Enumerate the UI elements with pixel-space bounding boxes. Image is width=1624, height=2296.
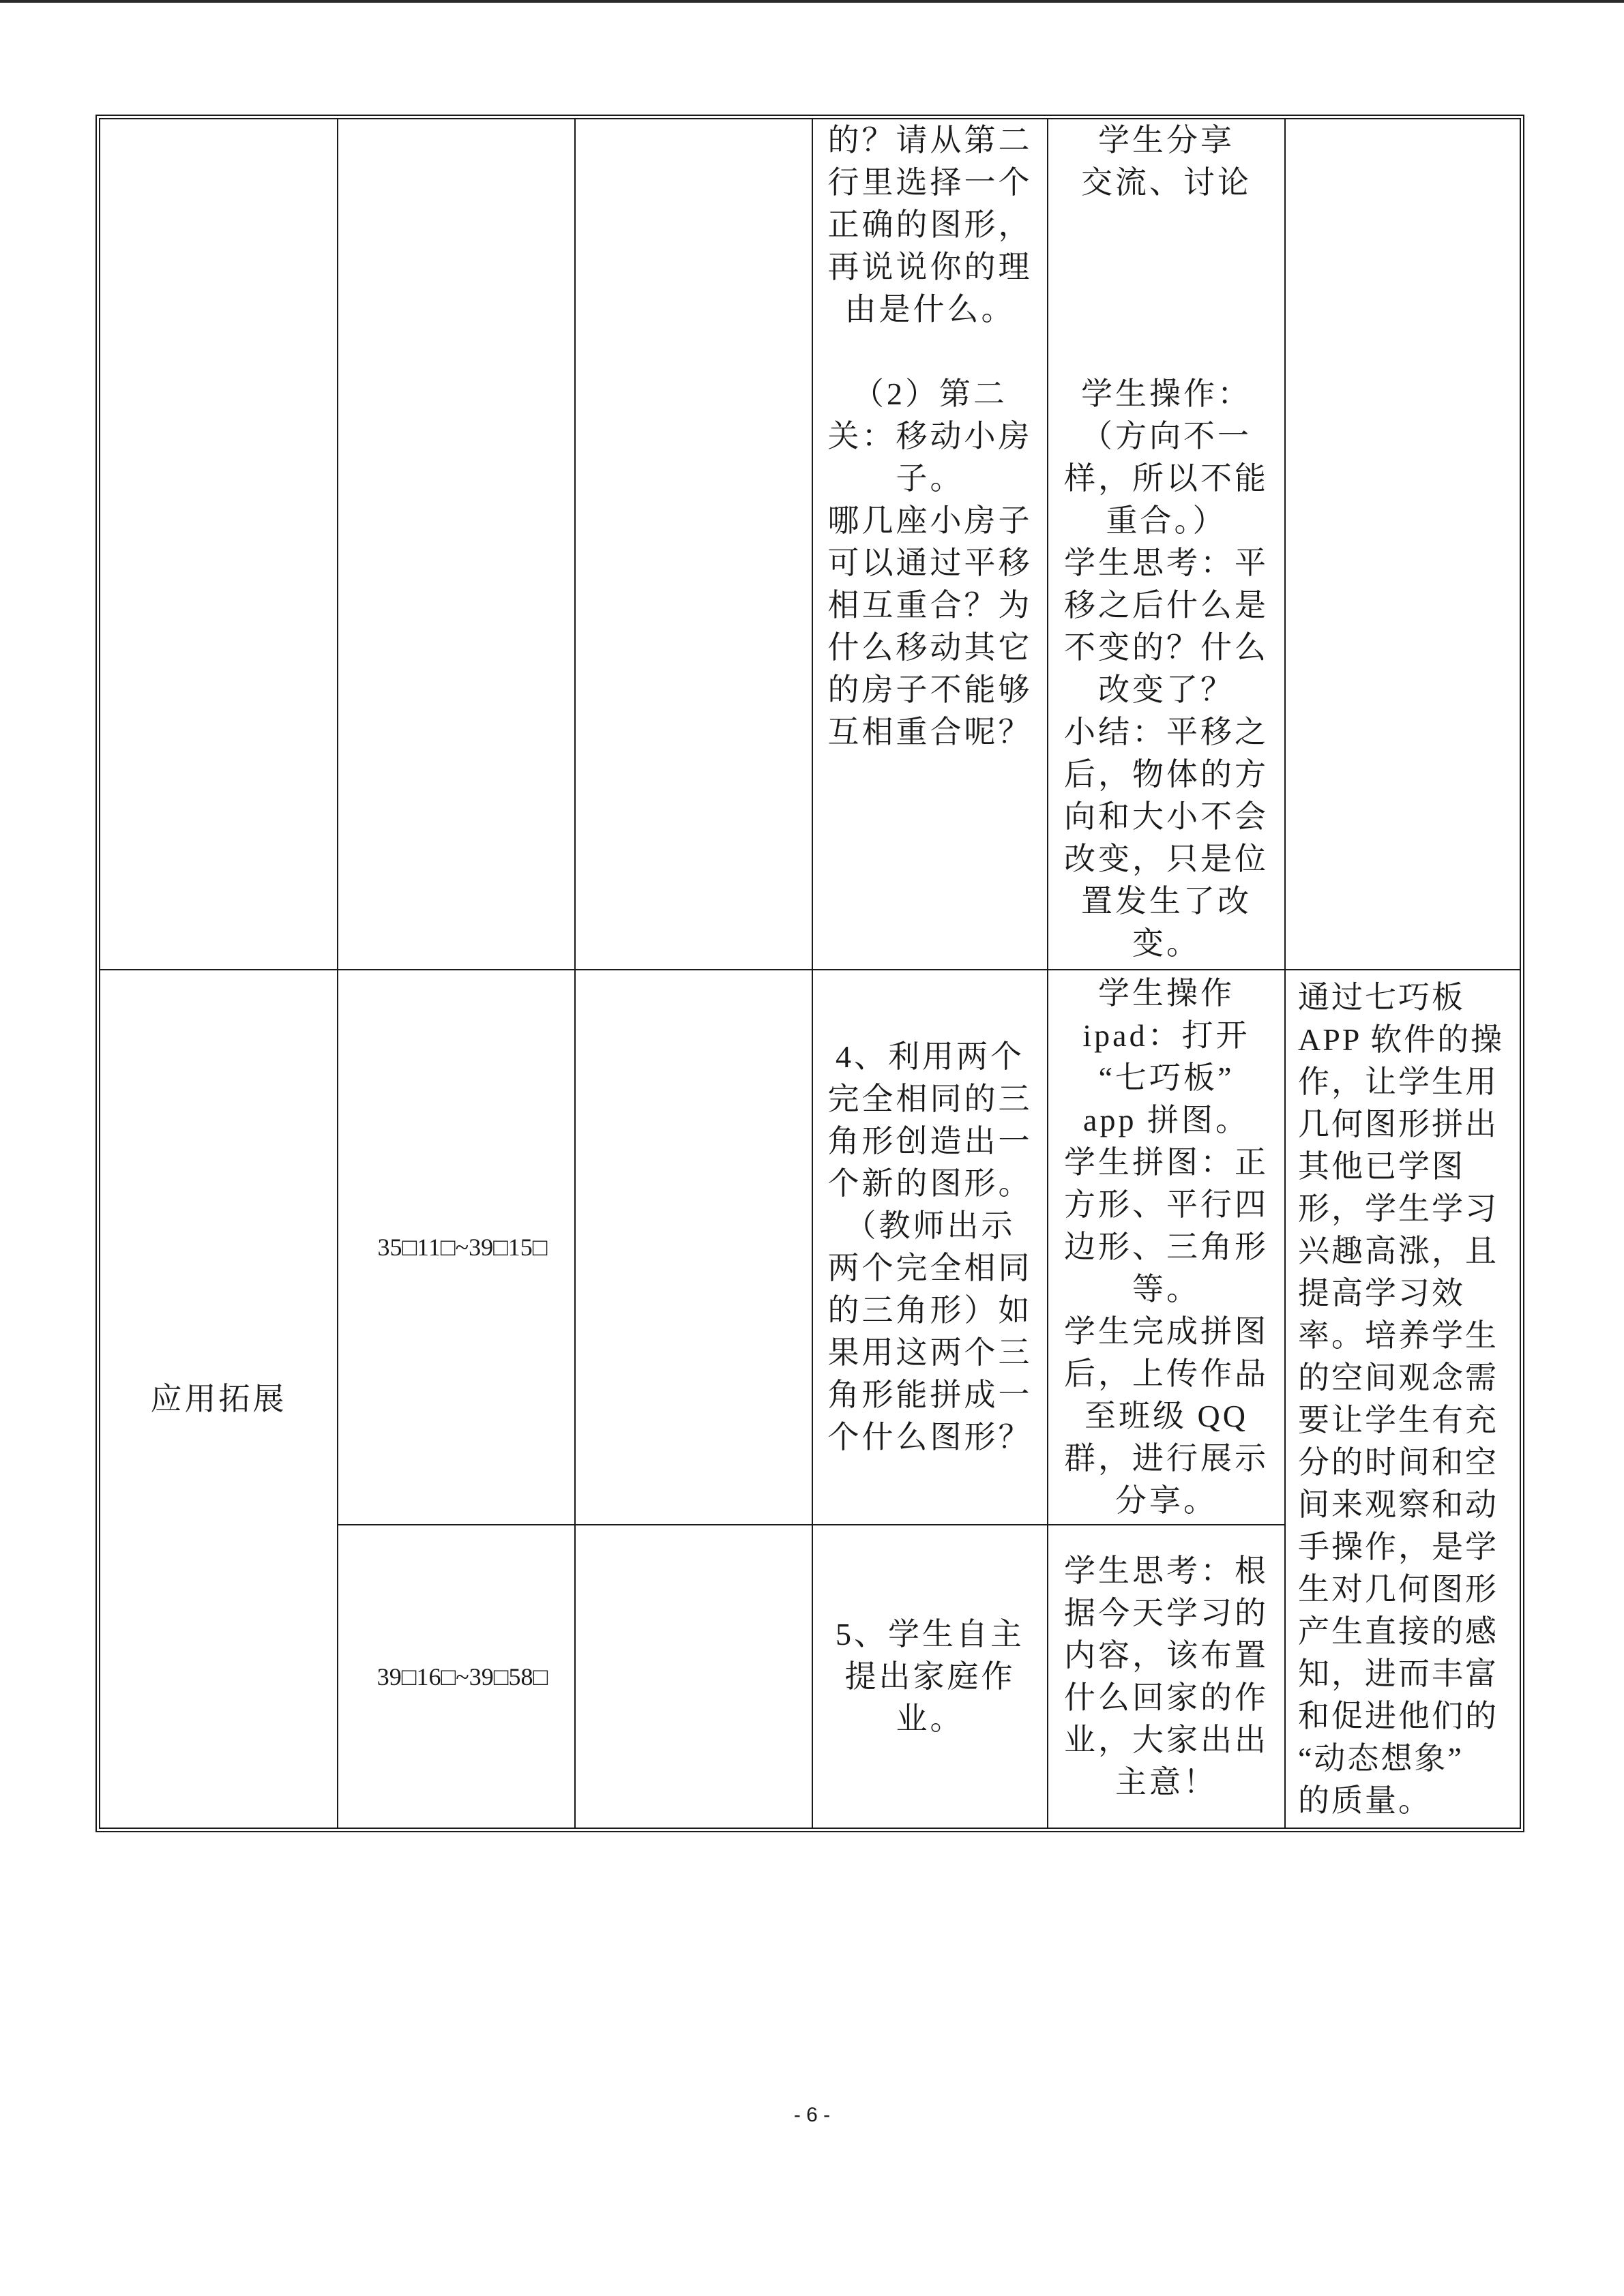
continued-student-activity-cell bbox=[1048, 119, 1286, 970]
step1-teacher-activity-cell bbox=[813, 970, 1048, 1525]
page-number: - 6 - bbox=[793, 2104, 831, 2126]
step1-student-activity-line: 后，上传作品 bbox=[1064, 1356, 1269, 1391]
teacher-activity-part2-line: 哪几座小房子 bbox=[827, 503, 1033, 538]
step1-teacher-activity-line: 完全相同的三 bbox=[827, 1082, 1033, 1116]
step1-teacher-activity-line: 个什么图形？ bbox=[827, 1420, 1033, 1455]
teacher-activity-part2-line: 互相重合呢？ bbox=[827, 715, 1033, 749]
teacher-activity-part2-line: 子。 bbox=[896, 461, 964, 496]
step1-teacher-activity-line: 果用这两个三 bbox=[827, 1335, 1033, 1370]
step1-empty-cell bbox=[576, 970, 813, 1525]
design-intent-text bbox=[1286, 976, 1520, 1822]
step1-student-activity bbox=[1048, 972, 1284, 1522]
step1-student-activity-line: ipad：打开 bbox=[1082, 1018, 1250, 1053]
design-intent-text-line: 率。培养学生 bbox=[1298, 1317, 1498, 1353]
design-intent-text-line: 的质量。 bbox=[1298, 1783, 1432, 1818]
scan-edge-line bbox=[0, 0, 1624, 3]
step2-student-activity-cell bbox=[1048, 1525, 1286, 1828]
step1-teacher-activity-line: 的三角形）如 bbox=[827, 1293, 1033, 1328]
teacher-activity-part2-line: 相互重合？为 bbox=[827, 588, 1033, 623]
step2-teacher-activity-line: 业。 bbox=[896, 1701, 964, 1736]
design-intent-text-line: 的空间观念需 bbox=[1298, 1360, 1498, 1395]
student-activity-part2-line: 向和大小不会 bbox=[1064, 799, 1269, 834]
design-intent-text-line: “动态想象” bbox=[1298, 1740, 1464, 1776]
step2-student-activity-line: 什么回家的作 bbox=[1064, 1680, 1269, 1715]
teacher-activity-part2-line: 可以通过平移 bbox=[827, 546, 1033, 580]
step1-time-cell bbox=[338, 970, 576, 1525]
step1-student-activity-line: 方形、平行四 bbox=[1064, 1187, 1269, 1222]
student-activity-part2 bbox=[1048, 373, 1284, 965]
step1-student-activity-line: 分享。 bbox=[1115, 1483, 1217, 1518]
step1-student-activity-line: 边形、三角形 bbox=[1064, 1229, 1269, 1264]
design-intent-text-line: 生对几何图形 bbox=[1298, 1571, 1498, 1607]
student-activity-part2-line: 移之后什么是 bbox=[1064, 588, 1269, 623]
design-intent-text-line: 作，让学生用 bbox=[1298, 1064, 1498, 1099]
design-intent-text-line: 其他已学图 bbox=[1298, 1148, 1465, 1184]
step1-teacher-activity-line: 角形能拼成一 bbox=[827, 1377, 1033, 1412]
teacher-activity-part2-line: 的房子不能够 bbox=[827, 672, 1033, 707]
design-intent-text-line: APP 软件的操 bbox=[1298, 1022, 1505, 1057]
design-intent-text-line: 通过七巧板 bbox=[1298, 979, 1465, 1015]
step1-teacher-activity-line: 两个完全相同 bbox=[827, 1251, 1033, 1285]
teacher-activity-part2-line: 关：移动小房 bbox=[827, 419, 1033, 453]
teacher-activity-part1-line: 的？请从第二 bbox=[827, 123, 1033, 158]
step1-teacher-activity-line: （教师出示 bbox=[844, 1208, 1016, 1243]
step1-teacher-activity-line: 个新的图形。 bbox=[827, 1166, 1033, 1201]
step2-time-cell bbox=[338, 1525, 576, 1828]
step2-teacher-activity bbox=[813, 1613, 1047, 1740]
design-intent-text-line: 要让学生有充 bbox=[1298, 1402, 1498, 1437]
student-activity-part2-line: 变。 bbox=[1132, 926, 1200, 961]
design-intent-text-line: 分的时间和空 bbox=[1298, 1444, 1498, 1480]
teacher-activity-part2-line: 什么移动其它 bbox=[827, 630, 1033, 665]
continued-teacher-activity-cell bbox=[813, 119, 1048, 970]
step2-student-activity-line: 内容，该布置 bbox=[1064, 1637, 1269, 1673]
student-activity-part2-line: 后，物体的方 bbox=[1064, 757, 1269, 792]
step1-student-activity-line: 至班级 QQ bbox=[1084, 1399, 1248, 1433]
teacher-activity-part2 bbox=[813, 373, 1047, 754]
student-activity-part2-line: （方向不一 bbox=[1081, 419, 1252, 453]
student-activity-part1-line: 学生分享 bbox=[1098, 123, 1235, 158]
step2-student-activity-line: 主意！ bbox=[1115, 1764, 1217, 1800]
design-intent-text-line: 提高学习效 bbox=[1298, 1275, 1465, 1311]
step1-teacher-activity bbox=[813, 1036, 1047, 1459]
step2-student-activity-line: 学生思考：根 bbox=[1064, 1553, 1269, 1588]
stage-label: 应用拓展 bbox=[150, 1381, 287, 1416]
design-intent-text-line: 几何图形拼出 bbox=[1298, 1106, 1498, 1142]
student-activity-part2-line: 置发生了改 bbox=[1081, 884, 1252, 919]
continued-intent-cell bbox=[1286, 119, 1520, 970]
design-intent-text-line: 和促进他们的 bbox=[1298, 1698, 1498, 1733]
step1-student-activity-cell bbox=[1048, 970, 1286, 1525]
design-intent-text-line: 手操作，是学 bbox=[1298, 1529, 1498, 1564]
teacher-activity-part2-line: （2）第二 bbox=[853, 376, 1007, 411]
design-intent-cell bbox=[1286, 970, 1520, 1828]
step1-student-activity-line: 学生拼图：正 bbox=[1064, 1145, 1269, 1180]
continued-stage-cell bbox=[100, 119, 338, 970]
student-activity-part2-line: 重合。） bbox=[1106, 503, 1227, 538]
step2-student-activity-line: 业，大家出出 bbox=[1064, 1722, 1269, 1757]
teacher-activity-part1-line: 再说说你的理 bbox=[827, 250, 1033, 284]
teacher-activity-part1 bbox=[813, 119, 1047, 331]
step1-teacher-activity-line: 4、利用两个 bbox=[836, 1039, 1024, 1074]
student-activity-part2-line: 改变，只是位 bbox=[1064, 841, 1269, 876]
step2-time: 39□16□~39□58□ bbox=[377, 1663, 548, 1690]
step1-student-activity-line: “七巧板” bbox=[1098, 1060, 1235, 1095]
design-intent-text-line: 间来观察和动 bbox=[1298, 1487, 1498, 1522]
teacher-activity-part1-line: 行里选择一个 bbox=[827, 165, 1033, 200]
lesson-plan-table bbox=[95, 115, 1524, 1832]
step1-student-activity-line: 群，进行展示 bbox=[1064, 1441, 1269, 1476]
student-activity-part2-line: 样，所以不能 bbox=[1064, 461, 1269, 496]
step1-student-activity-line: 学生完成拼图 bbox=[1064, 1314, 1269, 1349]
student-activity-part1-line: 交流、讨论 bbox=[1081, 165, 1252, 200]
step1-time: 35□11□~39□15□ bbox=[377, 1234, 548, 1261]
step2-student-activity bbox=[1048, 1550, 1284, 1804]
step1-student-activity-line: 学生操作 bbox=[1098, 976, 1235, 1011]
student-activity-part2-line: 不变的？什么 bbox=[1064, 630, 1269, 665]
student-activity-part2-line: 学生思考：平 bbox=[1064, 546, 1269, 580]
teacher-activity-part1-line: 正确的图形， bbox=[827, 207, 1033, 242]
design-intent-text-line: 兴趣高涨，且 bbox=[1298, 1233, 1498, 1268]
step1-student-activity-line: app 拼图。 bbox=[1083, 1103, 1250, 1137]
step2-student-activity-line: 据今天学习的 bbox=[1064, 1595, 1269, 1630]
step2-teacher-activity-cell bbox=[813, 1525, 1048, 1828]
teacher-activity-part1-line: 由是什么。 bbox=[844, 292, 1016, 327]
student-activity-part2-line: 改变了？ bbox=[1098, 672, 1235, 707]
step2-empty-cell bbox=[576, 1525, 813, 1828]
design-intent-text-line: 产生直接的感 bbox=[1298, 1613, 1498, 1649]
step2-teacher-activity-line: 5、学生自主 bbox=[836, 1616, 1024, 1652]
student-activity-part1 bbox=[1048, 119, 1284, 204]
student-activity-part2-line: 学生操作： bbox=[1081, 376, 1252, 411]
step1-teacher-activity-line: 角形创造出一 bbox=[827, 1124, 1033, 1159]
continued-empty-cell bbox=[576, 119, 813, 970]
stage-cell bbox=[100, 970, 338, 1828]
continued-time-cell bbox=[338, 119, 576, 970]
student-activity-part2-line: 小结：平移之 bbox=[1064, 715, 1269, 749]
design-intent-text-line: 形，学生学习 bbox=[1298, 1191, 1498, 1226]
step2-teacher-activity-line: 提出家庭作 bbox=[844, 1658, 1016, 1694]
step1-student-activity-line: 等。 bbox=[1132, 1272, 1200, 1307]
design-intent-text-line: 知，进而丰富 bbox=[1298, 1656, 1498, 1691]
